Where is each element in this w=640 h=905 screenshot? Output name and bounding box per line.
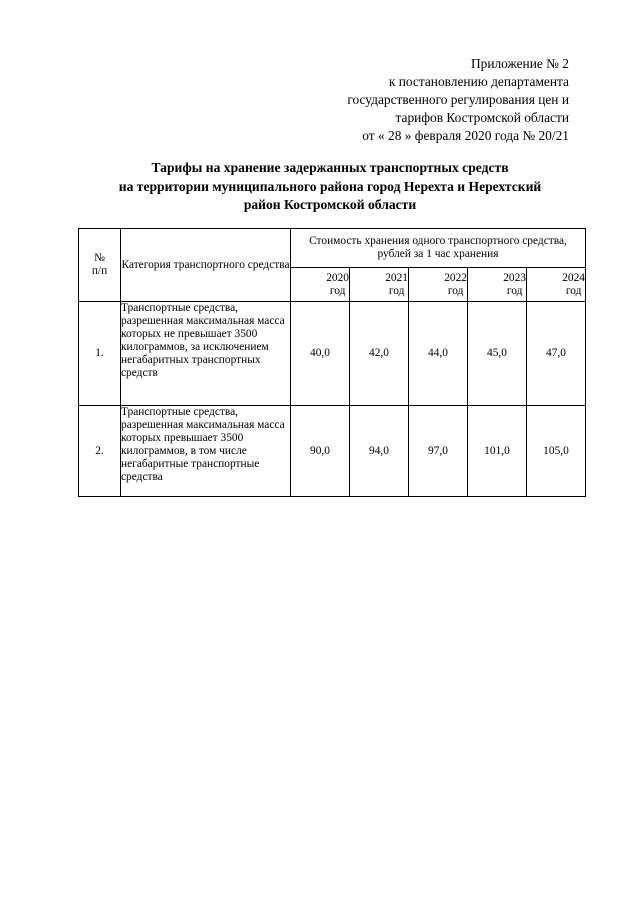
header-year-2024 (527, 268, 586, 302)
header-number-symbol: № (94, 252, 105, 264)
appendix-header (229, 55, 569, 145)
appendix-title: Приложение № 2 (470, 56, 569, 71)
row-number: 2. (79, 406, 121, 497)
header-year-2020 (291, 268, 350, 302)
tariff-2024: 47,0 (527, 302, 586, 406)
tariff-table (78, 228, 586, 497)
year-unit: год (565, 284, 582, 297)
table-row (79, 406, 586, 497)
table-row (79, 302, 586, 406)
year-value: 2024 (562, 271, 585, 284)
title-line: район Костромской области (243, 197, 417, 212)
header-year-2021 (350, 268, 409, 302)
year-value: 2023 (503, 271, 526, 284)
row-number: 1. (79, 302, 121, 406)
title-line: Тарифы на хранение задержанных транспортных средств (151, 160, 509, 175)
header-year-2023 (468, 268, 527, 302)
year-unit: год (447, 284, 464, 297)
tariff-2022: 44,0 (409, 302, 468, 406)
title-line: на территории муниципального района город Нерехта и Нерехтский (118, 178, 542, 194)
tariff-2021: 42,0 (350, 302, 409, 406)
tariff-2023: 101,0 (468, 406, 527, 497)
tariff-2024: 105,0 (527, 406, 586, 497)
header-year-2022 (409, 268, 468, 302)
year-value: 2022 (444, 271, 467, 284)
header-number (79, 229, 121, 302)
appendix-date-number: от « 28 » февраля 2020 года № 20/21 (362, 128, 569, 143)
row-category: Транспортные средства, разрешенная максимальная масса которых не превышает 3500 килограммов, за исключением негабаритных транспортных средств (121, 302, 291, 406)
document-title (60, 159, 600, 215)
appendix-line: государственного регулирования цен и (347, 92, 569, 107)
header-category: Категория транспортного средства (121, 229, 291, 302)
tariff-2020: 90,0 (291, 406, 350, 497)
header-cost: Стоимость хранения одного транспортного средства, рублей за 1 час хранения (291, 229, 586, 268)
header-number-abbr: п/п (91, 265, 108, 277)
year-unit: год (506, 284, 523, 297)
tariff-2023: 45,0 (468, 302, 527, 406)
tariff-2020: 40,0 (291, 302, 350, 406)
appendix-line: к постановлению департамента (388, 74, 569, 89)
tariff-2022: 97,0 (409, 406, 468, 497)
year-value: 2020 (326, 271, 349, 284)
tariff-2021: 94,0 (350, 406, 409, 497)
row-category: Транспортные средства, разрешенная максимальная масса которых превышает 3500 килограммов, в том числе негабаритные транспортные средства (121, 406, 291, 497)
year-unit: год (329, 284, 346, 297)
year-unit: год (388, 284, 405, 297)
year-value: 2021 (385, 271, 408, 284)
appendix-line: тарифов Костромской области (395, 110, 569, 125)
